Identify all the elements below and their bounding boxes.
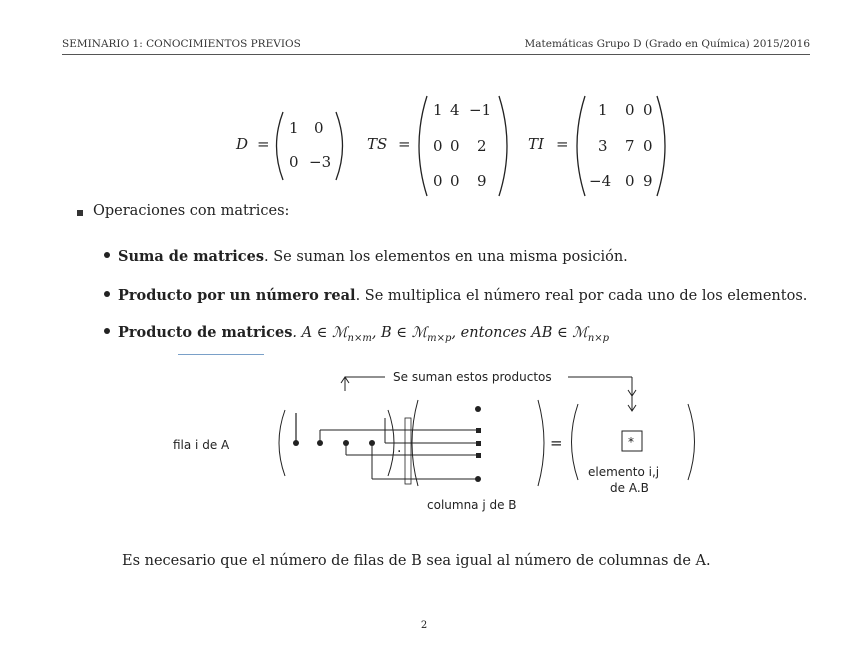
matrix-ti-cell: 9 bbox=[643, 172, 653, 190]
matrix-ti-cell: 0 bbox=[643, 101, 653, 119]
matrix-d-name: D bbox=[236, 135, 249, 153]
matrix-ti-cell: 3 bbox=[598, 137, 608, 155]
top-label: Se suman estos productos bbox=[393, 370, 552, 384]
matrix-ts-cell: 9 bbox=[477, 172, 487, 190]
row-label: fila i de A bbox=[173, 438, 230, 452]
matrix-ts-cell: 0 bbox=[450, 172, 460, 190]
column-dot bbox=[475, 476, 481, 482]
matrix-ti-cell: 0 bbox=[625, 172, 635, 190]
matrix-ts-cell: 2 bbox=[477, 137, 487, 155]
matrix-ti-name: TI bbox=[528, 135, 544, 153]
item-text: . Se suman los elementos en una misma posición. bbox=[264, 249, 628, 265]
column-element bbox=[476, 453, 481, 458]
header-left-title: SEMINARIO 1: CONOCIMIENTOS PREVIOS bbox=[62, 38, 301, 50]
column-dot bbox=[475, 406, 481, 412]
matrix-ti-cell: 0 bbox=[625, 101, 635, 119]
element-label-sub: de A.B bbox=[610, 481, 649, 495]
matrix-d-cell: 1 bbox=[289, 119, 299, 137]
matrix-ti-cell: −4 bbox=[589, 172, 612, 190]
matrix-a-left-paren bbox=[279, 410, 285, 476]
item-subscript: n×p bbox=[587, 332, 610, 344]
item-bold-label: Producto de matrices bbox=[118, 324, 293, 341]
column-element bbox=[476, 441, 481, 446]
matrix-d-cell: −3 bbox=[309, 153, 332, 171]
matrix-ab-right-paren bbox=[688, 404, 695, 480]
item-bold-label: Producto por un número real bbox=[118, 287, 356, 304]
item-text: . A ∈ ℳ bbox=[292, 325, 348, 341]
matrix-ts-cell: 0 bbox=[433, 137, 443, 155]
matrix-d-equals: = bbox=[257, 135, 270, 153]
item-subscript: n×m bbox=[347, 332, 372, 344]
dot-operator: . bbox=[397, 440, 402, 456]
matrix-ts-cell: 0 bbox=[450, 137, 460, 155]
item-text: , B ∈ ℳ bbox=[371, 325, 428, 341]
item-bold-label: Suma de matrices bbox=[118, 248, 265, 265]
matrix-b-right-paren bbox=[538, 400, 544, 486]
matrix-ti-equals: = bbox=[556, 135, 569, 153]
matrix-ti-cell: 7 bbox=[625, 137, 635, 155]
matrix-ts-equals: = bbox=[398, 135, 411, 153]
matrix-ti-cell: 1 bbox=[598, 101, 608, 119]
section-title: Operaciones con matrices: bbox=[93, 203, 290, 219]
matrix-ts-name: TS bbox=[367, 135, 388, 153]
header-right-title: Matemáticas Grupo D (Grado en Química) 2015/2016 bbox=[524, 38, 810, 50]
column-label: columna j de B bbox=[427, 498, 517, 512]
item-text: , entonces AB ∈ ℳ bbox=[451, 325, 588, 341]
item-text: . Se multiplica el número real por cada uno de los elementos. bbox=[355, 288, 808, 304]
result-element-star: * bbox=[628, 435, 634, 449]
diagram-equals: = bbox=[550, 434, 563, 452]
matrix-ts-cell: −1 bbox=[469, 101, 492, 119]
page-number: 2 bbox=[420, 620, 428, 631]
matrix-d-cell: 0 bbox=[314, 119, 324, 137]
matrix-ts-cell: 1 bbox=[433, 101, 443, 119]
item-subscript: m×p bbox=[427, 332, 452, 344]
matrix-ts-cell: 4 bbox=[450, 101, 460, 119]
matrix-ab-left-paren bbox=[572, 404, 579, 480]
matrix-ts-cell: 0 bbox=[433, 172, 443, 190]
column-element bbox=[476, 428, 481, 433]
element-label: elemento i,j bbox=[588, 465, 660, 479]
conclusion-text: Es necesario que el número de filas de B sea igual al número de columnas de A. bbox=[122, 553, 711, 569]
matrix-d-cell: 0 bbox=[289, 153, 299, 171]
matrix-ti-cell: 0 bbox=[643, 137, 653, 155]
